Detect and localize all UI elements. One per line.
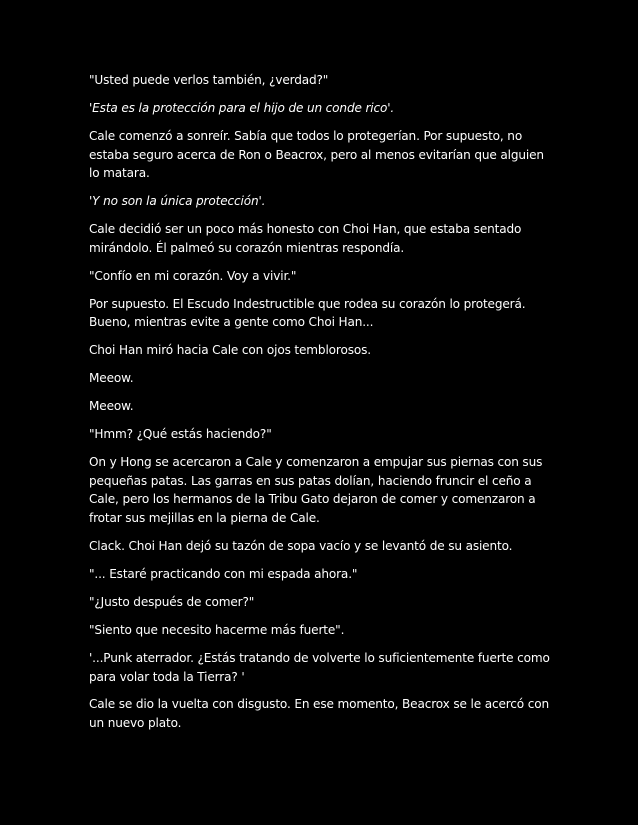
- paragraph-17: '...Punk aterrador. ¿Estás tratando de volverte lo suficientemente fuerte como para volar toda la Tierra? ': [89, 650, 550, 684]
- paragraph-16: "Siento que necesito hacerme más fuerte".: [89, 622, 345, 637]
- paragraph-15: "¿Justo después de comer?": [89, 594, 255, 609]
- paragraph-4: 'Y no son la única protección'.: [89, 194, 266, 209]
- paragraph-14: "... Estaré practicando con mi espada ahora.": [89, 566, 358, 581]
- paragraph-3: Cale comenzó a sonreír. Sabía que todos lo protegerían. Por supuesto, no estaba seguro acerca de Ron o Beacrox, pero al menos evitarían que alguien lo matara.: [89, 128, 544, 181]
- paragraph-13: Clack. Choi Han dejó su tazón de sopa vacío y se levantó de su asiento.: [89, 538, 513, 553]
- paragraph-10: Meeow.: [89, 399, 134, 414]
- paragraph-12: On y Hong se acercaron a Cale y comenzaron a empujar sus piernas con sus pequeñas patas. Las garras en sus patas dolían, haciendo fruncir el ceño a Cale, pero los hermanos de la Tribu Gato dejaron de comer y comenzaron a frotar sus mejillas en la pierna de Cale.: [89, 455, 543, 525]
- paragraph-1: "Usted puede verlos también, ¿verdad?": [89, 73, 329, 87]
- paragraph-8: Choi Han miró hacia Cale con ojos temblorosos.: [89, 343, 371, 358]
- document-body: [89, 71, 551, 742]
- paragraph-6: "Confío en mi corazón. Voy a vivir.": [89, 268, 297, 283]
- paragraph-7: Por supuesto. El Escudo Indestructible que rodea su corazón lo protegerá. Bueno, mientras evite a gente como Choi Han...: [89, 296, 526, 330]
- paragraph-11: "Hmm? ¿Qué estás haciendo?": [89, 427, 272, 442]
- paragraph-18: Cale se dio la vuelta con disgusto. En ese momento, Beacrox se le acercó con un nuevo plato.: [89, 697, 550, 731]
- paragraph-5: Cale decidió ser un poco más honesto con Choi Han, que estaba sentado mirándolo. Él palmeó su corazón mientras respondía.: [89, 222, 522, 255]
- paragraph-9: Meeow.: [89, 371, 134, 386]
- paragraph-2: 'Esta es la protección para el hijo de un conde rico'.: [89, 100, 395, 115]
